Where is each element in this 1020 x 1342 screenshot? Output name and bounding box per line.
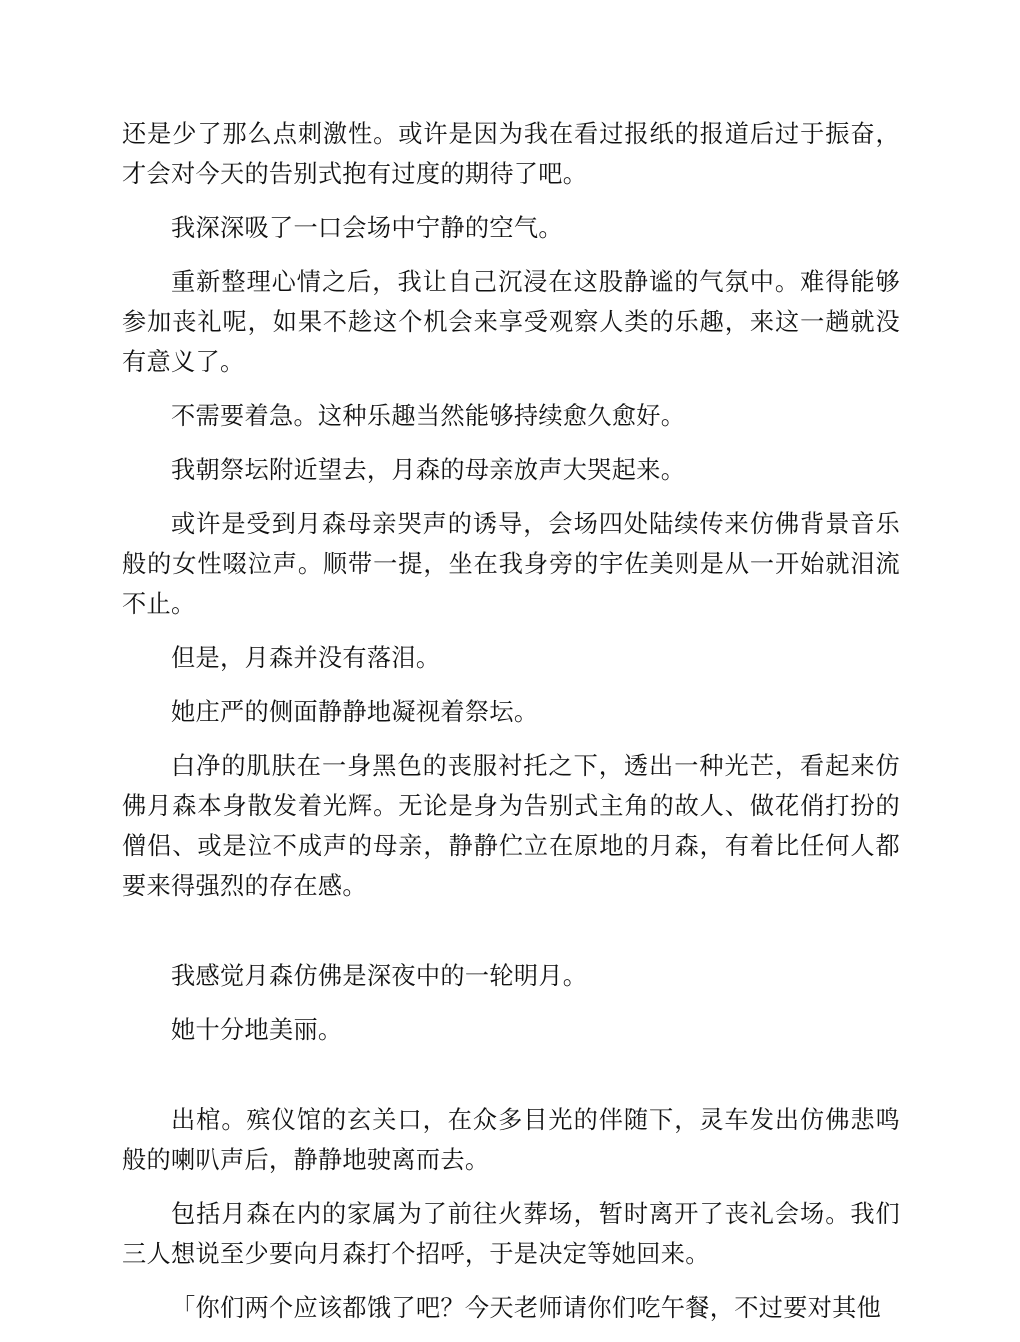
paragraph: 不需要着急。这种乐趣当然能够持续愈久愈好。 [171,402,686,430]
paragraph: 出棺。殡仪馆的玄关口，在众多目光的伴随下，灵车发出仿佛悲鸣般的喇叭声后，静静地驶离而去。 [122,1106,900,1174]
paragraph: 我朝祭坛附近望去，月森的母亲放声大哭起来。 [171,456,686,484]
paragraph: 或许是受到月森母亲哭声的诱导，会场四处陆续传来仿佛背景音乐般的女性啜泣声。顺带一提，坐在我身旁的宇佐美则是从一开始就泪流不止。 [122,510,900,618]
paragraph: 「你们两个应该都饿了吧？今天老师请你们吃午餐，不过要对其他 [171,1294,882,1322]
paragraph: 她十分地美丽。 [171,1016,343,1044]
paragraph: 重新整理心情之后，我让自己沉浸在这股静谧的气氛中。难得能够参加丧礼呢，如果不趁这个机会来享受观察人类的乐趣，来这一趟就没有意义了。 [122,268,900,376]
paragraph: 她庄严的侧面静静地凝视着祭坛。 [171,698,539,726]
paragraph: 白净的肌肤在一身黑色的丧服衬托之下，透出一种光芒，看起来仿佛月森本身散发着光辉。无论是身为告别式主角的故人、做花俏打扮的僧侣、或是泣不成声的母亲，静静伫立在原地的月森，有着比任何人都要来得强烈的存在感。 [122,752,900,900]
paragraph: 我感觉月森仿佛是深夜中的一轮明月。 [171,962,588,990]
paragraph-continuation: 还是少了那么点刺激性。或许是因为我在看过报纸的报道后过于振奋，才会对今天的告别式抱有过度的期待了吧。 [122,120,900,188]
paragraph: 我深深吸了一口会场中宁静的空气。 [171,214,563,242]
paragraph: 包括月森在内的家属为了前往火葬场，暂时离开了丧礼会场。我们三人想说至少要向月森打个招呼，于是决定等她回来。 [122,1200,900,1268]
paragraph: 但是，月森并没有落泪。 [171,644,441,672]
document-page [122,114,900,1342]
